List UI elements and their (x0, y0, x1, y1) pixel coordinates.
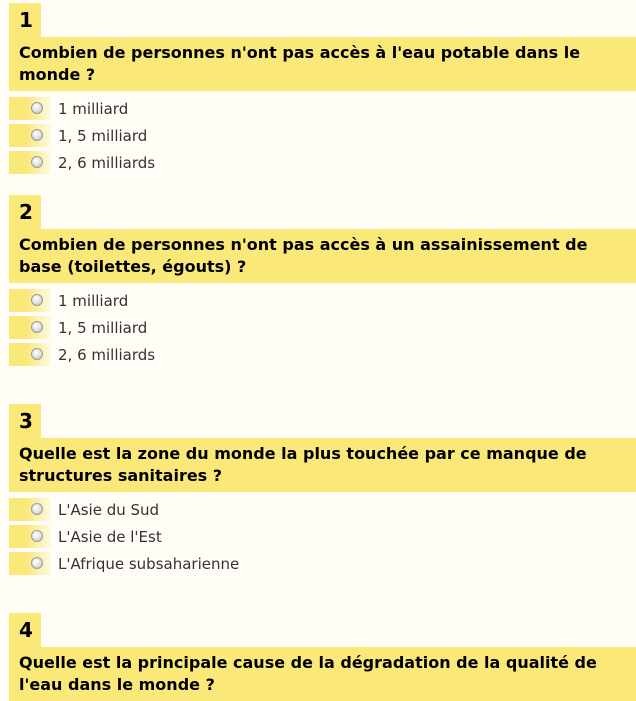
answer-label[interactable]: 2, 6 milliards (58, 346, 156, 364)
answer-label[interactable]: L'Afrique subsaharienne (58, 555, 240, 573)
answer-option[interactable] (9, 341, 636, 368)
answer-label[interactable]: 1, 5 milliard (58, 319, 148, 337)
answer-tab (9, 97, 51, 120)
answer-tab (9, 343, 51, 366)
answer-option[interactable] (9, 122, 636, 149)
question-1 (9, 0, 636, 176)
answer-tab (9, 124, 51, 147)
question-text: Quelle est la zone du monde la plus touchée par ce manque de structures sanitaires ? (9, 438, 636, 492)
question-number: 3 (9, 404, 41, 438)
question-number: 2 (9, 195, 41, 229)
answer-list (9, 283, 636, 368)
question-number: 1 (9, 3, 41, 37)
answer-tab (9, 151, 51, 174)
answer-tab (9, 525, 51, 548)
radio-button-icon[interactable] (31, 348, 43, 360)
answer-option[interactable] (9, 523, 636, 550)
answer-option[interactable] (9, 314, 636, 341)
answer-tab (9, 552, 51, 575)
answer-list (9, 91, 636, 176)
answer-option[interactable] (9, 550, 636, 577)
answer-option[interactable] (9, 287, 636, 314)
question-3 (9, 401, 636, 577)
radio-button-icon[interactable] (31, 102, 43, 114)
question-text: Combien de personnes n'ont pas accès à l'eau potable dans le monde ? (9, 37, 636, 91)
answer-label[interactable]: 1 milliard (58, 100, 129, 118)
answer-tab (9, 316, 51, 339)
radio-button-icon[interactable] (31, 557, 43, 569)
answer-tab (9, 289, 51, 312)
question-2 (9, 192, 636, 368)
question-text: Combien de personnes n'ont pas accès à un assainissement de base (toilettes, égouts) ? (9, 229, 636, 283)
radio-button-icon[interactable] (31, 156, 43, 168)
answer-list (9, 492, 636, 577)
answer-label[interactable]: L'Asie de l'Est (58, 528, 162, 546)
answer-label[interactable]: 1 milliard (58, 292, 129, 310)
answer-label[interactable]: L'Asie du Sud (58, 501, 160, 519)
answer-tab (9, 498, 51, 521)
answer-option[interactable] (9, 496, 636, 523)
question-4 (9, 610, 636, 701)
answer-option[interactable] (9, 95, 636, 122)
answer-option[interactable] (9, 149, 636, 176)
radio-button-icon[interactable] (31, 294, 43, 306)
question-number: 4 (9, 613, 41, 647)
answer-label[interactable]: 1, 5 milliard (58, 127, 148, 145)
radio-button-icon[interactable] (31, 503, 43, 515)
radio-button-icon[interactable] (31, 129, 43, 141)
radio-button-icon[interactable] (31, 321, 43, 333)
answer-label[interactable]: 2, 6 milliards (58, 154, 156, 172)
radio-button-icon[interactable] (31, 530, 43, 542)
question-text: Quelle est la principale cause de la dégradation de la qualité de l'eau dans le monde ? (9, 647, 636, 701)
